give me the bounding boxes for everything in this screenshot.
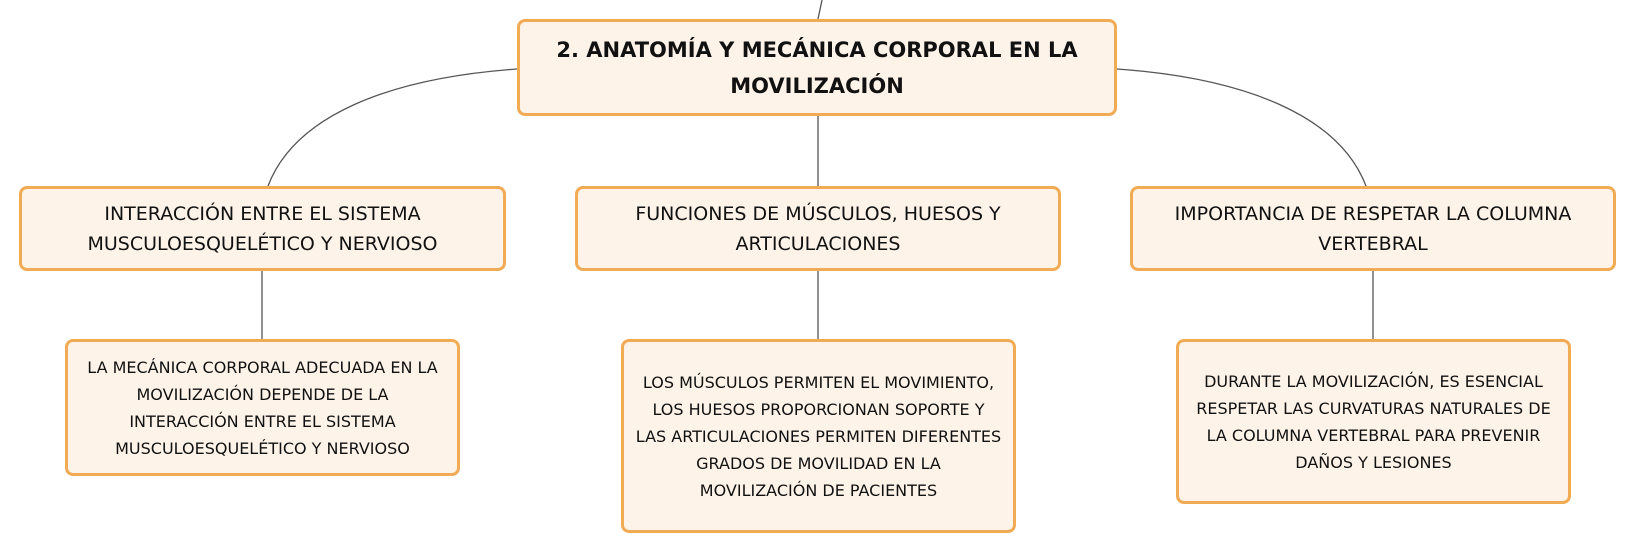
detail-node-interaccion[interactable]: [65, 339, 460, 476]
detail-line: LOS HUESOS PROPORCIONAN SOPORTE Y: [652, 399, 985, 419]
detail-line: GRADOS DE MOVILIDAD EN LA: [696, 453, 941, 473]
branch-title-line: FUNCIONES DE MÚSCULOS, HUESOS Y: [635, 202, 1001, 225]
branch-node-interaccion[interactable]: [19, 186, 506, 271]
detail-line: DURANTE LA MOVILIZACIÓN, ES ESENCIAL: [1204, 371, 1543, 391]
detail-line: MOVILIZACIÓN DE PACIENTES: [699, 480, 938, 500]
detail-text: [1196, 368, 1550, 476]
branch-title-line: INTERACCIÓN ENTRE EL SISTEMA: [104, 202, 421, 225]
branch-title: [635, 199, 1000, 259]
detail-line: LA MECÁNICA CORPORAL ADECUADA EN LA: [87, 357, 438, 377]
branch-title: [1175, 199, 1572, 259]
detail-text: [87, 354, 437, 462]
detail-line: LA COLUMNA VERTEBRAL PARA PREVENIR: [1206, 425, 1541, 445]
root-topic-line: MOVILIZACIÓN: [730, 73, 904, 98]
detail-line: MUSCULOESQUELÉTICO Y NERVIOSO: [115, 438, 410, 458]
detail-line: RESPETAR LAS CURVATURAS NATURALES DE: [1196, 398, 1551, 418]
detail-node-funciones[interactable]: [621, 339, 1016, 533]
root-topic-text: [556, 32, 1077, 104]
connector-root-to-branch-1: [268, 69, 517, 186]
detail-line: LAS ARTICULACIONES PERMITEN DIFERENTES: [635, 426, 1002, 446]
branch-title-line: VERTEBRAL: [1318, 232, 1428, 255]
connector-root-to-branch-3: [1117, 69, 1366, 186]
branch-title-line: ARTICULACIONES: [735, 232, 901, 255]
branch-title-line: IMPORTANCIA DE RESPETAR LA COLUMNA: [1174, 202, 1572, 225]
root-topic-line: 2. ANATOMÍA Y MECÁNICA CORPORAL EN LA: [556, 37, 1078, 62]
detail-text: [636, 369, 1001, 504]
detail-line: DAÑOS Y LESIONES: [1295, 452, 1452, 472]
detail-node-columna-vertebral[interactable]: [1176, 339, 1571, 504]
branch-title-line: MUSCULOESQUELÉTICO Y NERVIOSO: [87, 232, 438, 255]
connector-from-above: [818, 0, 822, 19]
branch-title: [88, 199, 438, 259]
branch-node-columna-vertebral[interactable]: [1130, 186, 1616, 271]
root-topic-node[interactable]: [517, 19, 1117, 116]
detail-line: INTERACCIÓN ENTRE EL SISTEMA: [129, 411, 396, 431]
branch-node-funciones[interactable]: [575, 186, 1061, 271]
detail-line: MOVILIZACIÓN DEPENDE DE LA: [136, 384, 389, 404]
detail-line: LOS MÚSCULOS PERMITEN EL MOVIMIENTO,: [642, 372, 995, 392]
